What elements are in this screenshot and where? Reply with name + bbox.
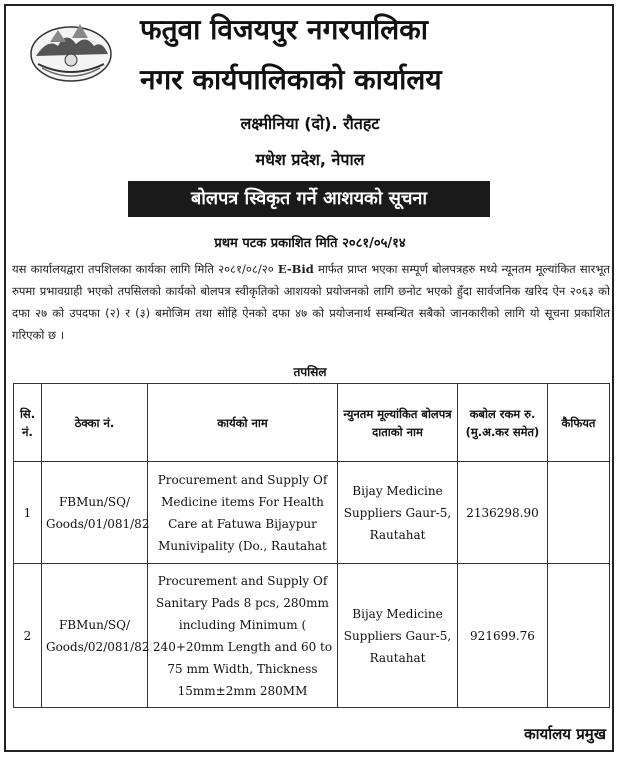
header-work-name: कार्यको नाम [148, 384, 338, 462]
cell-sn: 2 [14, 564, 42, 708]
table-caption: तपसिल [293, 365, 327, 379]
header-sn: सि. नं. [14, 384, 42, 462]
cell-work-name: Procurement and Supply Of Sanitary Pads 8 pcs, 280mm including Minimum ( 240+20mm Length and 60 to 75 mm Width, Thickness 15mm±2mm 280MM [148, 564, 338, 708]
cell-remarks [548, 564, 610, 708]
body-text-part-2: मार्फत प्राप्त भएका सम्पूर्ण बोलपत्रहरु मध्ये न्यूनतम मूल्यांकित सारभूत रुपमा प्रभावग्राही भएको तपसिलको कार्यको बोलपत्र स्वीकृतिको आशयको प्रयोजनको लागि छनोट भएको हुँदा सार्वजनिक खरिद ऐन २०६३ को दफा २७ को उपदफा (२) र (३) बमोजिम तथा सोहि ऐनको दफा ४७ को प्रयोजनार्थ सम्बन्धित सबैको जानकारीको लागि यो सूचना प्रकाशित गरिएको छ । [12, 262, 610, 342]
table-row [14, 564, 610, 708]
nepal-emblem-logo [28, 16, 114, 84]
address-line-1: लक्ष्मीनिया (दो). रौतहट [240, 114, 380, 133]
cell-amount: 921699.76 [458, 564, 548, 708]
tender-table [13, 383, 610, 708]
cell-contract-no: FBMun/SQ/ Goods/02/081/82 [42, 564, 148, 708]
office-title: नगर कार्यपालिकाको कार्यालय [140, 63, 442, 96]
address-line-2: मधेश प्रदेश, नेपाल [255, 150, 365, 169]
cell-bidder: Bijay Medicine Suppliers Gaur-5, Rautahat [338, 462, 458, 564]
notice-title-banner: बोलपत्र स्विकृत गर्ने आशयको सूचना [128, 181, 490, 217]
signature-office-chief: कार्यालय प्रमुख [524, 725, 606, 743]
cell-sn: 1 [14, 462, 42, 564]
body-text-ebid: E-Bid [277, 262, 314, 276]
published-date: प्रथम पटक प्रकाशित मिति २०८१/०५/१४ [214, 236, 406, 251]
header-remarks: कैफियत [548, 384, 610, 462]
cell-contract-no: FBMun/SQ/ Goods/01/081/82 [42, 462, 148, 564]
header-contract-no: ठेक्का नं. [42, 384, 148, 462]
table-row [14, 462, 610, 564]
body-text-part-1: यस कार्यालयद्वारा तपशिलका कार्यका लागि मिति २०८१/०८/२० [12, 262, 278, 276]
header-amount: कबोल रकम रु. (मु.अ.कर समेत) [458, 384, 548, 462]
cell-work-name: Procurement and Supply Of Medicine items For Health Care at Fatuwa Bijaypur Munivipality (Do., Rautahat [148, 462, 338, 564]
header-bidder: न्युनतम मूल्यांकित बोलपत्र दाताको नाम [338, 384, 458, 462]
cell-amount: 2136298.90 [458, 462, 548, 564]
notice-body [12, 258, 610, 346]
table-header-row [14, 384, 610, 462]
cell-bidder: Bijay Medicine Suppliers Gaur-5, Rautahat [338, 564, 458, 708]
municipality-title: फतुवा विजयपुर नगरपालिका [140, 13, 428, 46]
cell-remarks [548, 462, 610, 564]
